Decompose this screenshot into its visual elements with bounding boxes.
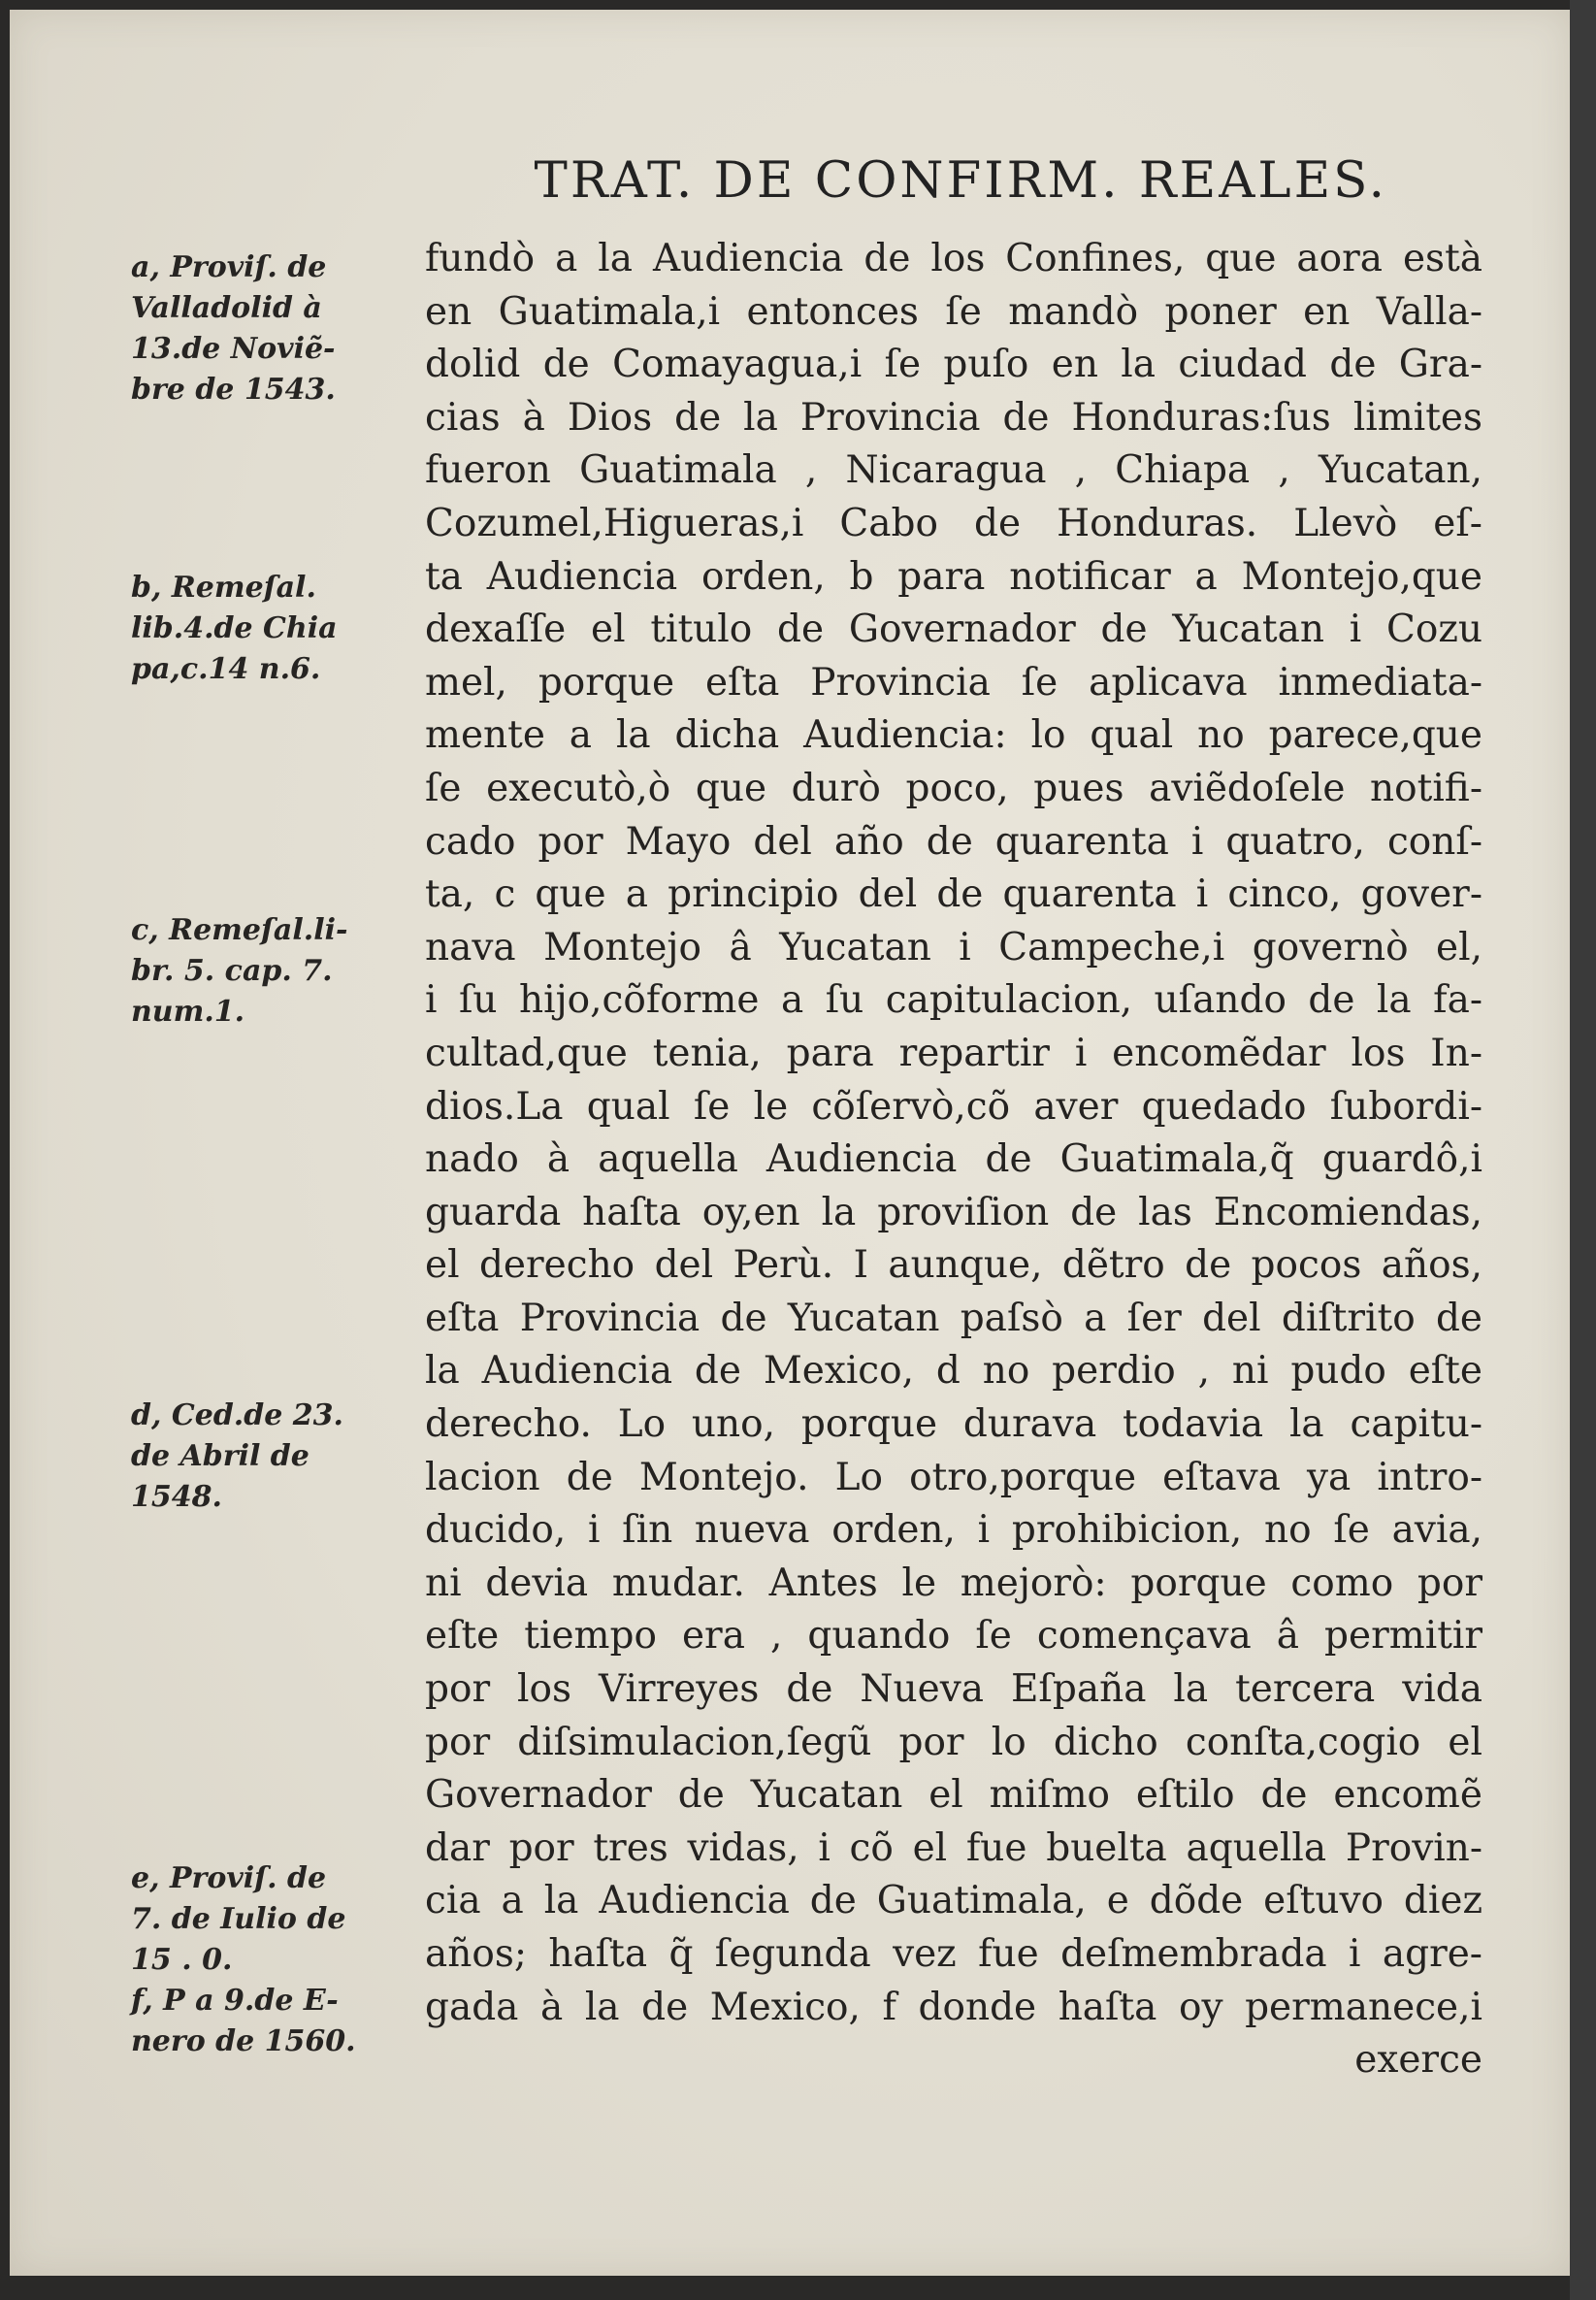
note-line: num.1.	[131, 995, 245, 1029]
text-line: cado por Mayo del año de quarenta i quatro, conſ-	[425, 819, 1482, 864]
running-head: TRAT. DE CONFIRM. REALES.	[534, 151, 1387, 210]
note-line: 7. de Iulio de	[131, 1902, 346, 1936]
text-line: fundò a la Audiencia de los Confines, que aora està	[425, 237, 1482, 280]
text-line: dios.La qual ſe le cõſervò,cõ aver quedado ſubordi-	[425, 1084, 1482, 1129]
text-line: eſta Provincia de Yucatan paſsò a ſer del diſtrito de	[425, 1296, 1482, 1340]
note-line: Valladolid à	[131, 291, 322, 325]
margin-note-d	[131, 1396, 403, 1518]
catchword: exerce	[1354, 2038, 1482, 2083]
note-line: br. 5. cap. 7.	[131, 954, 333, 988]
note-line: pa,c.14 n.6.	[131, 652, 321, 686]
text-line: lacion de Montejo. Lo otro,porque eſtava ya intro-	[425, 1455, 1482, 1499]
text-line: mente a la dicha Audiencia: lo qual no parece,que	[425, 713, 1482, 758]
text-line: dolid de Comayagua,i ſe puſo en la ciudad de Gra-	[425, 343, 1482, 387]
text-line: cia a la Audiencia de Guatimala, e dõde eſtuvo diez	[425, 1879, 1482, 1923]
note-line: bre de 1543.	[131, 373, 336, 407]
scan-edge	[1570, 0, 1596, 2300]
note-line: 13.de Noviẽ-	[131, 332, 336, 366]
text-line: fueron Guatimala , Nicaragua , Chiapa , Yucatan,	[425, 448, 1482, 493]
text-line: Cozumel,Higueras,i Cabo de Honduras. Llevò eſ-	[425, 501, 1482, 545]
text-line: ta, c que a principio del de quarenta i cinco, gover-	[425, 872, 1482, 917]
note-line: nero de 1560.	[131, 2024, 356, 2058]
note-line: e, Proviſ. de	[131, 1861, 327, 1895]
text-line: ni devia mudar. Antes le mejorò: porque como por	[425, 1561, 1482, 1605]
text-line: años; haſta q̃ ſegunda vez fue deſmembrada i agre-	[425, 1932, 1482, 1976]
note-line: de Abril de	[131, 1439, 309, 1473]
text-line: dar por tres vidas, i cõ el fue buelta aquella Provin-	[425, 1825, 1482, 1870]
text-line: nado à aquella Audiencia de Guatimala,q̃ guardô,i	[425, 1137, 1482, 1182]
text-line: por diſsimulacion,ſegũ por lo dicho conſta,cogio el	[425, 1720, 1482, 1764]
note-line: d, Ced.de 23.	[131, 1398, 343, 1432]
text-line: mel, porque eſta Provincia ſe aplicava inmediata-	[425, 660, 1482, 705]
margin-note-a	[131, 247, 403, 411]
note-line: lib.4.de Chia	[131, 611, 338, 645]
book-page	[10, 10, 1570, 2276]
text-line: en Guatimala,i entonces ſe mandò poner en Valla-	[425, 289, 1482, 334]
note-line: 15 . 0.	[131, 1943, 233, 1977]
text-line: ta Audiencia orden, b para notificar a Montejo,que	[425, 554, 1482, 599]
text-line: dexaſſe el titulo de Governador de Yucatan i Cozu	[425, 608, 1482, 652]
text-line: ſe executò,ò que durò poco, pues aviẽdoſele notifi-	[425, 766, 1482, 810]
text-line: por los Virreyes de Nueva Eſpaña la tercera vida	[425, 1667, 1482, 1712]
text-line: cultad,que tenia, para repartir i encomẽdar los In-	[425, 1031, 1482, 1075]
text-line: cias à Dios de la Provincia de Honduras:ſus limites	[425, 395, 1482, 440]
margin-note-e	[131, 1858, 403, 1981]
margin-note-c	[131, 910, 403, 1033]
text-line: eſte tiempo era , quando ſe començava â permitir	[425, 1614, 1482, 1659]
main-text-block	[425, 233, 1482, 2087]
text-line: la Audiencia de Mexico, d no perdio , ni pudo eſte	[425, 1349, 1482, 1394]
text-line: guarda haſta oy,en la proviſion de las Encomiendas,	[425, 1190, 1482, 1234]
margin-note-f	[131, 1981, 403, 2062]
note-line: c, Remeſal.li-	[131, 913, 348, 947]
text-line: Governador de Yucatan el miſmo eſtilo de encomẽ	[425, 1773, 1482, 1818]
text-line: gada à la de Mexico, f donde haſta oy permanece,i	[425, 1985, 1482, 2029]
note-line: f, P a 9.de E-	[131, 1984, 339, 2018]
note-line: a, Proviſ. de	[131, 250, 327, 284]
text-line: el derecho del Perù. I aunque, dẽtro de pocos años,	[425, 1243, 1482, 1288]
text-line: ducido, i ſin nueva orden, i prohibicion, no ſe avia,	[425, 1508, 1482, 1553]
margin-note-b	[131, 568, 403, 690]
text-line: nava Montejo â Yucatan i Campeche,i governò el,	[425, 925, 1482, 969]
note-line: 1548.	[131, 1480, 222, 1514]
text-line: derecho. Lo uno, porque durava todavia la capitu-	[425, 1402, 1482, 1447]
text-line: i ſu hijo,cõforme a ſu capitulacion, uſando de la fa-	[425, 978, 1482, 1023]
note-line: b, Remeſal.	[131, 571, 316, 605]
